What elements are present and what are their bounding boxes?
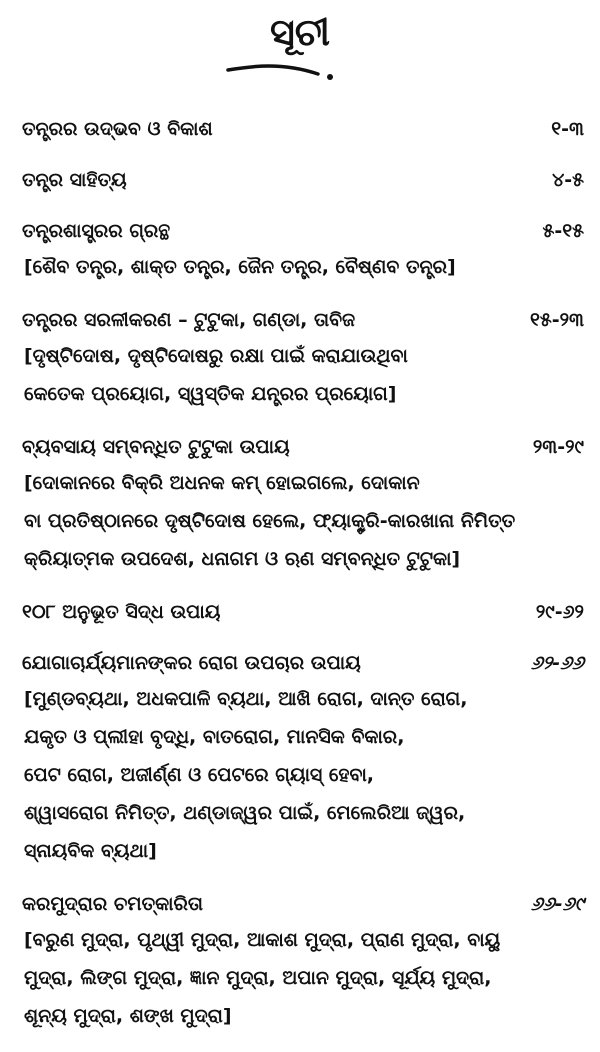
toc-entry-pages: ୬୬-୬୯ (530, 893, 584, 915)
toc-detail-line: [ମୁଣ୍ଡବ୍ୟଥା, ଅଧକପାଳି ବ୍ୟଥା, ଆଖି ରୋଗ, ଦାନ୍ତ ରୋଗ, (24, 688, 468, 710)
toc-entry-pages: ୧୫-୨୩ (529, 309, 584, 331)
toc-entry-detail (22, 464, 584, 578)
toc-entry-title: କରମୁଦ୍ରାର ଚମତ୍କାରିତା (22, 893, 203, 915)
toc-entry-pages: ୪-୫ (552, 169, 584, 191)
toc-entry-pages: ୬୨-୬୬ (530, 652, 584, 674)
toc-entry (22, 887, 584, 1035)
toc-detail-line: ଶ୍ୱାସରୋଗ ନିମିତ୍ତ, ଥଣ୍ଡାଜ୍ୱର ପାଇଁ, ମେଲେରିଆ ଜ୍ୱର, (24, 802, 466, 824)
toc-detail-line: [ଦୋକାନରେ ବିକ୍ରି ଅଧନକ କମ୍ ହୋଇଗଲେ, ଦୋକାନ (24, 472, 420, 494)
toc-detail-line: ଯକୃତ ଓ ପ୍ଲୀହା ବୃଦ୍ଧି, ବାତରୋଗ, ମାନସିକ ବିକାର, (24, 726, 405, 748)
toc-entry-detail (22, 337, 584, 413)
toc-detail-line: ବା ପ୍ରତିଷ୍ଠାନରେ ଦୃଷ୍ଟିଦୋଷ ହେଲେ, ଫ୍ୟାକ୍ଟ୍ରି-କାରଖାନା ନିମିତ୍ତ (24, 510, 516, 532)
toc-detail-line: କେତେକ ପ୍ରୟୋଗ, ସ୍ୱସ୍ତିକ ଯନ୍ତ୍ରର ପ୍ରୟୋଗ] (24, 383, 397, 405)
toc-detail-line: କ୍ରିୟାତ୍ମକ ଉପଦେଶ, ଧନାଗମ ଓ ଋଣ ସମ୍ବନ୍ଧିତ ଟୁଟୁକା] (24, 548, 461, 570)
toc-entry (22, 595, 584, 629)
toc-detail-line: ଶୂନ୍ୟ ମୁଦ୍ରା, ଶଙ୍ଖ ମୁଦ୍ରା] (24, 1005, 232, 1027)
toc-entry-detail (22, 921, 584, 1035)
toc-entry-pages: ୨୯-୬୨ (535, 601, 584, 623)
toc-entry (22, 214, 584, 286)
toc-entry-detail (22, 680, 584, 870)
toc-entry (22, 646, 584, 870)
toc-entry (22, 303, 584, 413)
title-flourish-divider (222, 50, 342, 86)
toc-entry-pages: ୧-୩ (551, 118, 584, 140)
toc-entry (22, 112, 584, 146)
toc-detail-line: ସ୍ନାୟବିକ ବ୍ୟଥା] (24, 840, 157, 862)
toc-entry-title: ୧୦୮ ଅନୁଭୂତ ସିଦ୍ଧ ଉପାୟ (22, 601, 221, 623)
toc-entry-title: ତନ୍ତ୍ର ସାହିତ୍ୟ (22, 169, 127, 191)
toc-detail-line: [ବରୁଣ ମୁଦ୍ରା, ପୃଥ୍ୱୀ ମୁଦ୍ରା, ଆକାଶ ମୁଦ୍ରା, ପ୍ରାଣ ମୁଦ୍ରା, ବାୟୁ (24, 929, 501, 951)
toc-entry-pages: ୫-୧୫ (542, 220, 584, 242)
toc-entry (22, 163, 584, 197)
page-title: ସୂଚୀ (269, 10, 331, 54)
toc-detail-line: [ଦୃଷ୍ଟିଦୋଷ, ଦୃଷ୍ଟିଦୋଷରୁ ରକ୍ଷା ପାଇଁ କରାଯାଉଥିବା (24, 345, 408, 367)
table-of-contents (22, 112, 584, 1052)
toc-detail-line: ପେଟ ରୋଗ, ଅଜୀର୍ଣ୍ଣ ଓ ପେଟରେ ଗ୍ୟାସ୍ ହେବା, (24, 764, 375, 786)
toc-entry-title: ବ୍ୟବସାୟ ସମ୍ବନ୍ଧିତ ଟୁଟୁକା ଉପାୟ (22, 436, 290, 458)
toc-entry-title: ତନ୍ତ୍ରର ଉଦ୍‌ଭବ ଓ ବିକାଶ (22, 118, 213, 140)
toc-entry-title: ଯୋଗାଚାର୍ଯ୍ୟମାନଙ୍କର ରୋଗ ଉପଚାର ଉପାୟ (22, 652, 361, 674)
toc-entry (22, 430, 584, 578)
toc-entry-title: ତନ୍ତ୍ରର ସରଳୀକରଣ – ଟୁଟୁକା, ଗଣ୍ଡା, ତାବିଜ (22, 309, 356, 331)
toc-detail-line: [ଶୈବ ତନ୍ତ୍ର, ଶାକ୍ତ ତନ୍ତ୍ର, ଜୈନ ତନ୍ତ୍ର, ବୈଷ୍ଣବ ତନ୍ତ୍ର] (24, 256, 456, 278)
toc-detail-line: ମୁଦ୍ରା, ଲିଙ୍ଗ ମୁଦ୍ରା, ଜ୍ଞାନ ମୁଦ୍ରା, ଅପାନ ମୁଦ୍ରା, ସୂର୍ଯ୍ୟ ମୁଦ୍ରା, (24, 967, 492, 989)
toc-entry-detail (22, 248, 584, 286)
toc-entry-title: ତନ୍ତ୍ରଶାସ୍ତ୍ରର ଗ୍ରନ୍ଥ (22, 220, 171, 242)
toc-entry-pages: ୨୩-୨୯ (532, 436, 584, 458)
